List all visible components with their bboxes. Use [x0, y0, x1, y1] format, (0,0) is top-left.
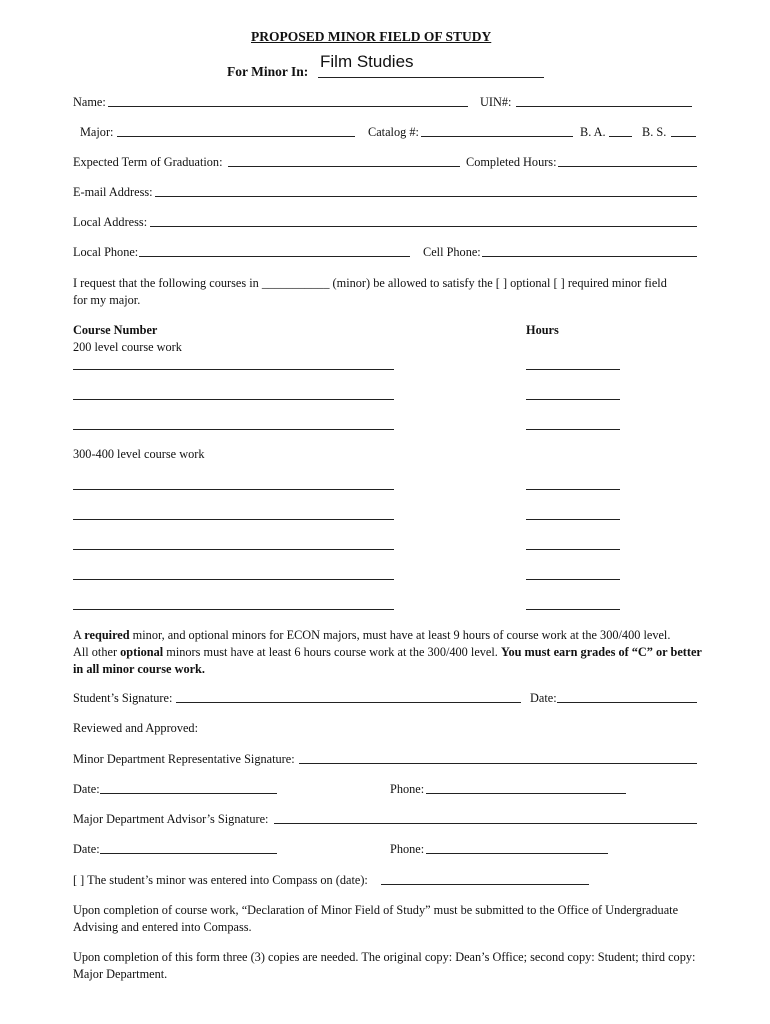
course-300-line-4[interactable]: [73, 579, 394, 580]
minor-rep-phone-label: Phone:: [390, 782, 425, 796]
local-phone-line[interactable]: [139, 256, 410, 257]
level-300-label: 300-400 level course work: [73, 447, 205, 461]
completion-note: Upon completion of course work, “Declaration of Minor Field of Study” must be submitted to the Office of Undergraduate Advising and entered into Compass.: [73, 903, 679, 934]
minor-field-value[interactable]: Film Studies: [320, 52, 414, 71]
email-line[interactable]: [155, 196, 697, 197]
cell-phone-label: Cell Phone:: [423, 245, 481, 259]
hours-300-line-4[interactable]: [526, 579, 620, 580]
course-200-line-2[interactable]: [73, 399, 394, 400]
hours-300-line-3[interactable]: [526, 549, 620, 550]
email-label: E-mail Address:: [73, 185, 153, 199]
minor-rep-signature-line[interactable]: [299, 763, 697, 764]
compass-check-label[interactable]: [ ] The student’s minor was entered into Compass on (date):: [73, 873, 368, 887]
major-advisor-date-line[interactable]: [100, 853, 277, 854]
course-300-line-5[interactable]: [73, 609, 394, 610]
name-line[interactable]: [108, 106, 468, 107]
hours-300-line-5[interactable]: [526, 609, 620, 610]
requirements-paragraph: [73, 627, 703, 678]
hours-200-line-1[interactable]: [526, 369, 620, 370]
req-text-1a: A: [73, 628, 85, 642]
student-signature-line[interactable]: [176, 702, 521, 703]
uin-line[interactable]: [516, 106, 692, 107]
req-required-bold: required: [84, 628, 130, 642]
ba-line[interactable]: [609, 136, 632, 137]
completed-hours-line[interactable]: [558, 166, 697, 167]
student-date-line[interactable]: [557, 702, 697, 703]
request-line-2: for my major.: [73, 293, 141, 307]
catalog-label: Catalog #:: [368, 125, 419, 139]
course-number-header: Course Number: [73, 323, 158, 337]
form-title: PROPOSED MINOR FIELD OF STUDY: [251, 29, 492, 44]
major-advisor-phone-label: Phone:: [390, 842, 425, 856]
hours-300-line-1[interactable]: [526, 489, 620, 490]
expected-term-label: Expected Term of Graduation:: [73, 155, 223, 169]
bs-label: B. S.: [642, 125, 667, 139]
major-advisor-signature-line[interactable]: [274, 823, 697, 824]
cell-phone-line[interactable]: [482, 256, 697, 257]
course-300-line-2[interactable]: [73, 519, 394, 520]
major-advisor-phone-line[interactable]: [426, 853, 608, 854]
hours-200-line-3[interactable]: [526, 429, 620, 430]
major-line[interactable]: [117, 136, 355, 137]
req-optional-bold: optional: [120, 645, 164, 659]
course-300-line-1[interactable]: [73, 489, 394, 490]
minor-field-line: [318, 77, 544, 78]
local-address-line[interactable]: [150, 226, 697, 227]
minor-rep-date-line[interactable]: [100, 793, 277, 794]
local-phone-label: Local Phone:: [73, 245, 139, 259]
course-200-line-1[interactable]: [73, 369, 394, 370]
copies-note: Upon completion of this form three (3) copies are needed. The original copy: Dean’s Office; second copy: Student; third copy: Major Department.: [73, 950, 696, 981]
student-signature-label: Student’s Signature:: [73, 691, 173, 705]
hours-header: Hours: [526, 323, 559, 337]
bs-line[interactable]: [671, 136, 696, 137]
student-date-label: Date:: [530, 691, 557, 705]
req-text-1b: minor, and optional minors for ECON majors, must have at least 9 hours of course work at the 300/400 level.: [129, 628, 671, 642]
name-label: Name:: [73, 95, 106, 109]
req-grade-bold: You must earn grades of “C” or better in all minor course work.: [73, 645, 702, 676]
reviewed-label: Reviewed and Approved:: [73, 721, 198, 735]
local-address-label: Local Address:: [73, 215, 148, 229]
course-200-line-3[interactable]: [73, 429, 394, 430]
compass-date-line[interactable]: [381, 884, 589, 885]
request-line-1: I request that the following courses in ___________ (minor) be allowed to satisfy the [ ] optional [ ] required minor field: [73, 276, 667, 290]
hours-300-line-2[interactable]: [526, 519, 620, 520]
expected-term-line[interactable]: [228, 166, 460, 167]
course-300-line-3[interactable]: [73, 549, 394, 550]
hours-200-line-2[interactable]: [526, 399, 620, 400]
minor-rep-date-label: Date:: [73, 782, 100, 796]
major-advisor-date-label: Date:: [73, 842, 100, 856]
completed-hours-label: Completed Hours:: [466, 155, 557, 169]
major-label: Major:: [80, 125, 114, 139]
minor-rep-signature-label: Minor Department Representative Signature:: [73, 752, 295, 766]
for-minor-label: For Minor In:: [227, 64, 309, 79]
req-text-2a: All other: [73, 645, 121, 659]
catalog-line[interactable]: [421, 136, 573, 137]
req-text-2b: minors must have at least 6 hours course work at the 300/400 level.: [163, 645, 501, 659]
major-advisor-signature-label: Major Department Advisor’s Signature:: [73, 812, 269, 826]
uin-label: UIN#:: [480, 95, 512, 109]
minor-rep-phone-line[interactable]: [426, 793, 626, 794]
ba-label: B. A.: [580, 125, 606, 139]
level-200-label: 200 level course work: [73, 340, 182, 354]
